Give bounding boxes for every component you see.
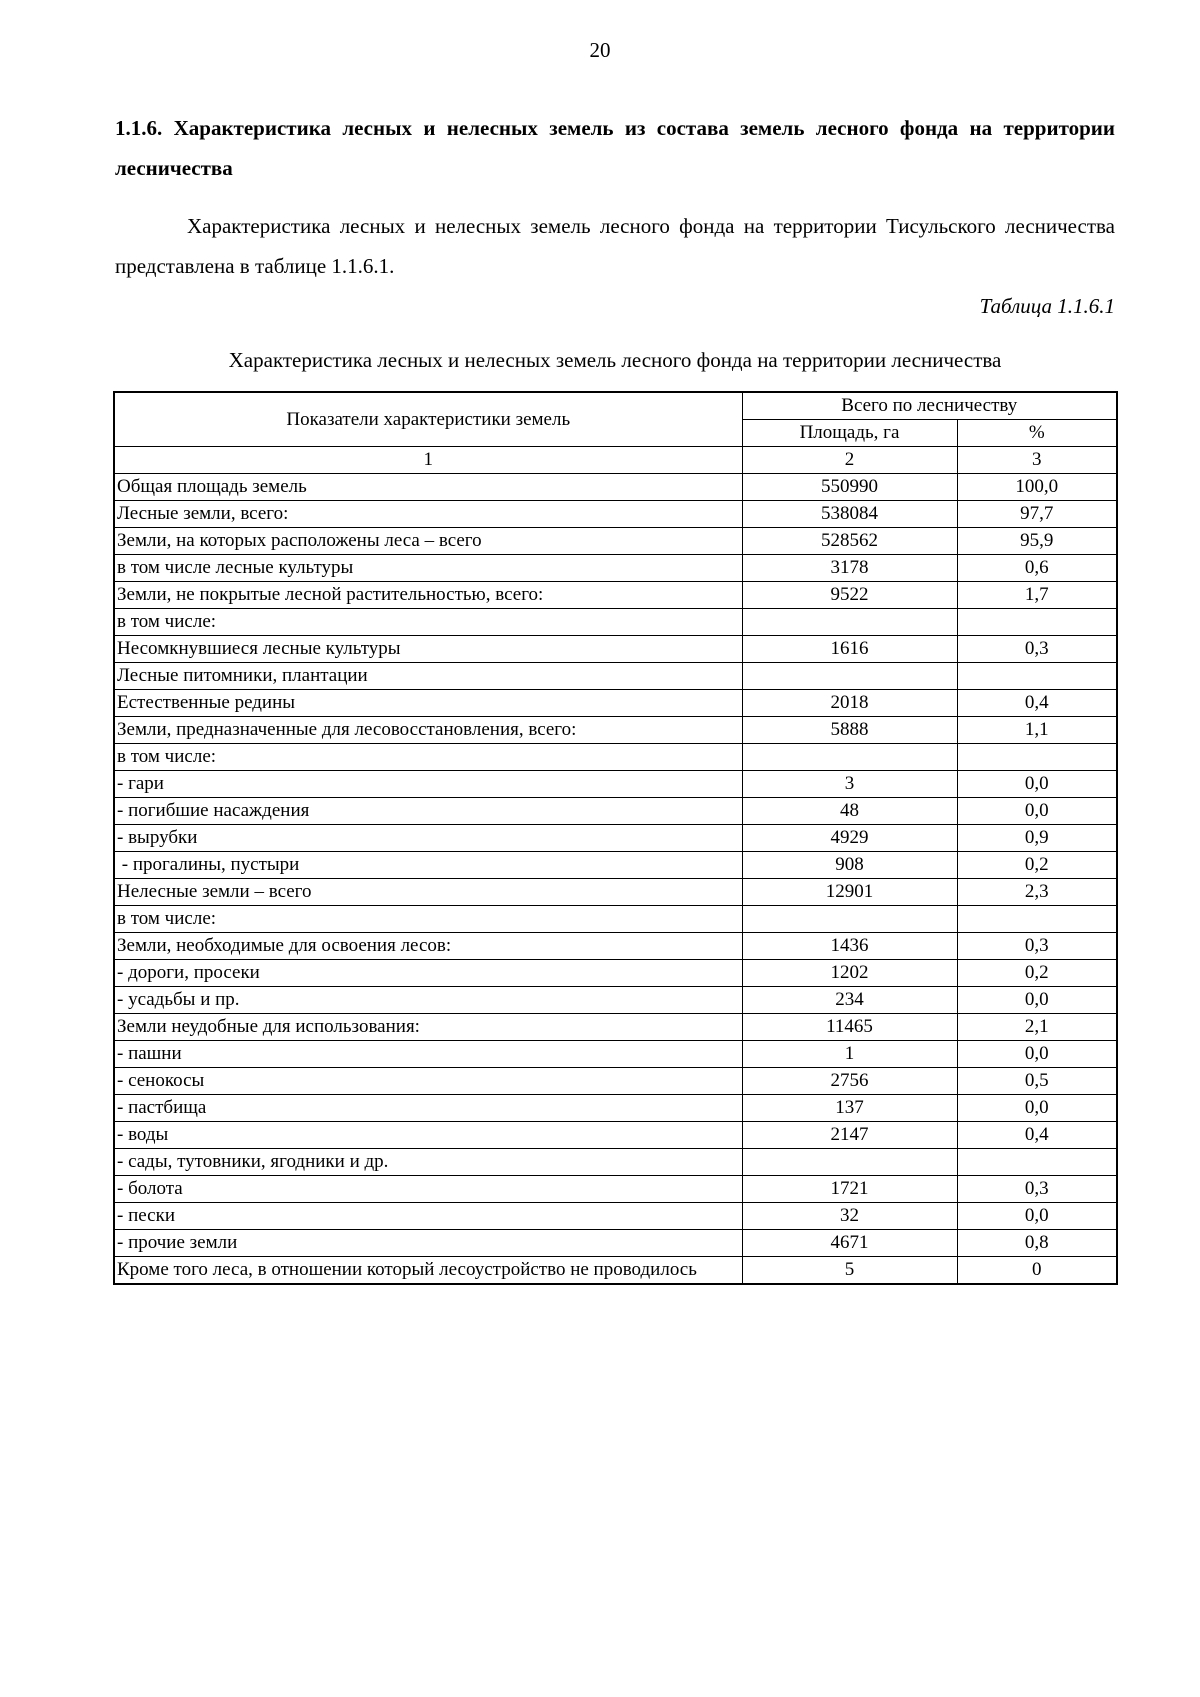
row-label: - сады, тутовники, ягодники и др. [114, 1149, 742, 1176]
page-number: 20 [589, 38, 611, 62]
percent-value: 0,9 [957, 825, 1117, 852]
row-label: Кроме того леса, в отношении который лесоустройство не проводилось [114, 1257, 742, 1285]
percent-value: 0,8 [957, 1230, 1117, 1257]
table-row [114, 474, 1117, 501]
percent-value: 0,3 [957, 636, 1117, 663]
area-value: 550990 [742, 474, 957, 501]
percent-value: 0,3 [957, 1176, 1117, 1203]
table-row [114, 1203, 1117, 1230]
column-number: 2 [742, 447, 957, 474]
table-header-row [114, 392, 1117, 420]
section-heading: 1.1.6. Характеристика лесных и нелесных земель из состава земель лесного фонда на территории лесничества [115, 116, 1115, 180]
percent-value: 0,6 [957, 555, 1117, 582]
column-number: 1 [114, 447, 742, 474]
row-label: Несомкнувшиеся лесные культуры [114, 636, 742, 663]
table-row [114, 555, 1117, 582]
percent-value: 0,0 [957, 1041, 1117, 1068]
area-value: 1436 [742, 933, 957, 960]
column-number: 3 [957, 447, 1117, 474]
percent-value: 0,0 [957, 1203, 1117, 1230]
table-row [114, 636, 1117, 663]
area-value: 9522 [742, 582, 957, 609]
percent-value: 2,3 [957, 879, 1117, 906]
row-label: в том числе лесные культуры [114, 555, 742, 582]
area-value: 3178 [742, 555, 957, 582]
percent-value: 95,9 [957, 528, 1117, 555]
header-total: Всего по лесничеству [742, 392, 1117, 420]
area-value: 234 [742, 987, 957, 1014]
row-label: - гари [114, 771, 742, 798]
table-row [114, 501, 1117, 528]
table-row [114, 1149, 1117, 1176]
table-row [114, 825, 1117, 852]
table-row [114, 1068, 1117, 1095]
area-value: 538084 [742, 501, 957, 528]
row-label: Земли неудобные для использования: [114, 1014, 742, 1041]
percent-value: 0 [957, 1257, 1117, 1285]
row-label: - усадьбы и пр. [114, 987, 742, 1014]
row-label: Общая площадь земель [114, 474, 742, 501]
area-value: 2756 [742, 1068, 957, 1095]
area-value: 12901 [742, 879, 957, 906]
area-value: 2147 [742, 1122, 957, 1149]
area-value: 908 [742, 852, 957, 879]
row-label: в том числе: [114, 906, 742, 933]
percent-value: 0,3 [957, 933, 1117, 960]
area-value [742, 609, 957, 636]
row-label: Нелесные земли – всего [114, 879, 742, 906]
row-label: в том числе: [114, 609, 742, 636]
row-label: - погибшие насаждения [114, 798, 742, 825]
area-value: 5 [742, 1257, 957, 1285]
row-label: Лесные питомники, плантации [114, 663, 742, 690]
table-row [114, 1230, 1117, 1257]
percent-value: 0,0 [957, 987, 1117, 1014]
table-row [114, 744, 1117, 771]
row-label: Земли, предназначенные для лесовосстановления, всего: [114, 717, 742, 744]
table-row [114, 663, 1117, 690]
row-label: - воды [114, 1122, 742, 1149]
row-label: Земли, на которых расположены леса – всего [114, 528, 742, 555]
percent-value: 0,4 [957, 1122, 1117, 1149]
row-label: Естественные редины [114, 690, 742, 717]
area-value [742, 744, 957, 771]
row-label: - прочие земли [114, 1230, 742, 1257]
intro-paragraph: Характеристика лесных и нелесных земель лесного фонда на территории Тисульского лесничества представлена в таблице 1.1.6.1. [115, 214, 1115, 278]
percent-value: 97,7 [957, 501, 1117, 528]
table-row [114, 960, 1117, 987]
percent-value [957, 744, 1117, 771]
area-value: 137 [742, 1095, 957, 1122]
table-row [114, 933, 1117, 960]
table-body [114, 474, 1117, 1285]
percent-value [957, 906, 1117, 933]
area-value: 1721 [742, 1176, 957, 1203]
table-row [114, 798, 1117, 825]
row-label: Лесные земли, всего: [114, 501, 742, 528]
row-label: - пастбища [114, 1095, 742, 1122]
percent-value: 0,0 [957, 798, 1117, 825]
area-value [742, 663, 957, 690]
percent-value: 0,5 [957, 1068, 1117, 1095]
area-value: 3 [742, 771, 957, 798]
row-label: - пески [114, 1203, 742, 1230]
percent-value [957, 663, 1117, 690]
area-value: 528562 [742, 528, 957, 555]
table-row [114, 1095, 1117, 1122]
percent-value: 0,0 [957, 771, 1117, 798]
table-row [114, 906, 1117, 933]
table-caption: Характеристика лесных и нелесных земель лесного фонда на территории лесничества [228, 348, 1002, 372]
area-value [742, 1149, 957, 1176]
percent-value: 2,1 [957, 1014, 1117, 1041]
area-value [742, 906, 957, 933]
area-value: 1 [742, 1041, 957, 1068]
area-value: 48 [742, 798, 957, 825]
table-row [114, 528, 1117, 555]
percent-value: 0,2 [957, 852, 1117, 879]
row-label: - дороги, просеки [114, 960, 742, 987]
row-label: - прогалины, пустыри [114, 852, 742, 879]
table-row [114, 717, 1117, 744]
table-row [114, 1122, 1117, 1149]
area-value: 1202 [742, 960, 957, 987]
area-value: 11465 [742, 1014, 957, 1041]
table-row [114, 987, 1117, 1014]
percent-value: 100,0 [957, 474, 1117, 501]
percent-value: 0,4 [957, 690, 1117, 717]
column-number-row [114, 447, 1117, 474]
row-label: Земли, не покрытые лесной растительностью, всего: [114, 582, 742, 609]
row-label: - вырубки [114, 825, 742, 852]
land-characteristics-table [113, 391, 1118, 1285]
table-row [114, 852, 1117, 879]
percent-value: 0,2 [957, 960, 1117, 987]
percent-value: 0,0 [957, 1095, 1117, 1122]
area-value: 1616 [742, 636, 957, 663]
row-label: Земли, необходимые для освоения лесов: [114, 933, 742, 960]
table-row [114, 1014, 1117, 1041]
percent-value: 1,7 [957, 582, 1117, 609]
table-row [114, 582, 1117, 609]
percent-value: 1,1 [957, 717, 1117, 744]
row-label: в том числе: [114, 744, 742, 771]
area-value: 4671 [742, 1230, 957, 1257]
table-row [114, 1257, 1117, 1285]
area-value: 4929 [742, 825, 957, 852]
table-row [114, 1041, 1117, 1068]
row-label: - пашни [114, 1041, 742, 1068]
table-row [114, 609, 1117, 636]
area-value: 2018 [742, 690, 957, 717]
header-indicator: Показатели характеристики земель [114, 392, 742, 447]
table-row [114, 1176, 1117, 1203]
percent-value [957, 609, 1117, 636]
header-percent: % [957, 420, 1117, 447]
area-value: 5888 [742, 717, 957, 744]
table-row [114, 879, 1117, 906]
table-row [114, 690, 1117, 717]
table-row [114, 771, 1117, 798]
percent-value [957, 1149, 1117, 1176]
row-label: - сенокосы [114, 1068, 742, 1095]
row-label: - болота [114, 1176, 742, 1203]
table-number: Таблица 1.1.6.1 [979, 294, 1115, 318]
header-area: Площадь, га [742, 420, 957, 447]
area-value: 32 [742, 1203, 957, 1230]
